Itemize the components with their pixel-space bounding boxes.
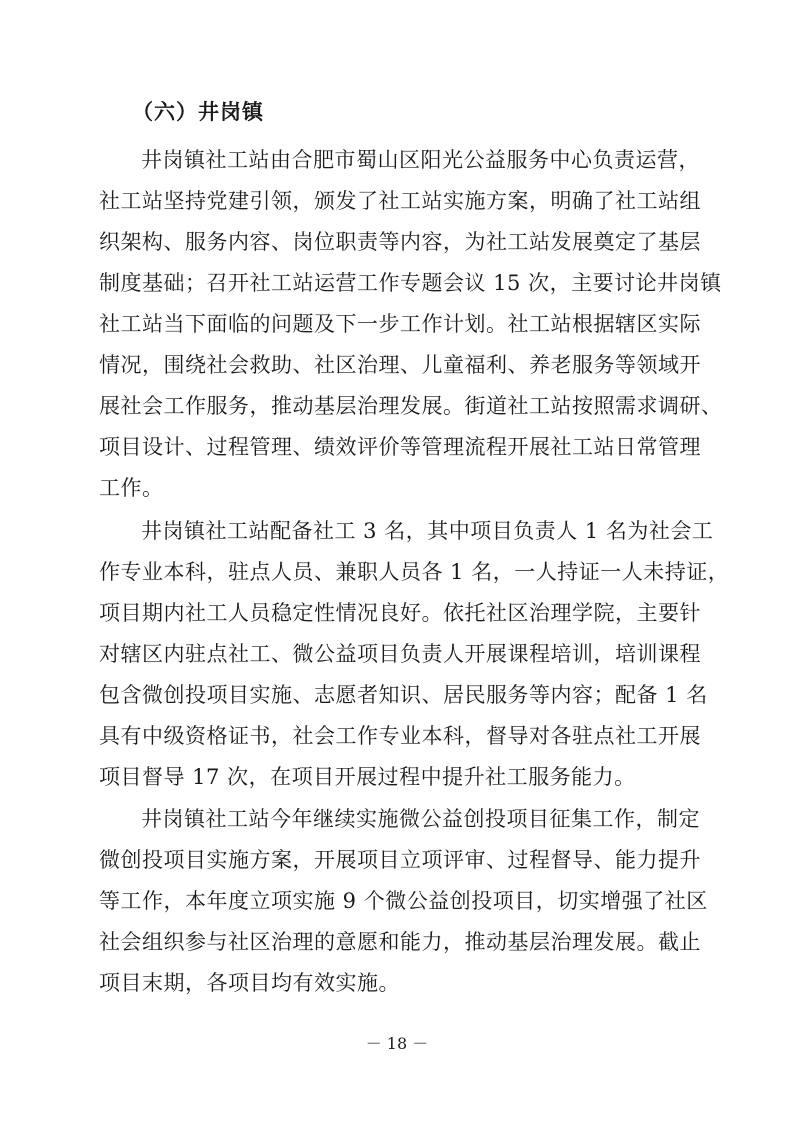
paragraph-3 [99,799,708,1004]
paragraph-line: 展社会工作服务，推动基层治理发展。街道社工站按照需求调研、 [99,394,723,418]
paragraph-line: 社工站当下面临的问题及下一步工作计划。社工站根据辖区实际 [99,312,701,336]
paragraph-line: 项目末期，各项目均有效实施。 [99,971,400,995]
paragraph-line: 项目期内社工人员稳定性情况良好。依托社区治理学院，主要针 [99,601,701,625]
paragraph-line: 井岗镇社工站今年继续实施微公益创投项目征集工作，制定 [141,807,700,831]
paragraph-line: 微创投项目实施方案，开展项目立项评审、过程督导、能力提升 [99,848,701,872]
paragraph-line: 对辖区内驻点社工、微公益项目负责人开展课程培训，培训课程 [99,642,701,666]
paragraph-line: 项目设计、过程管理、绩效评价等管理流程开展社工站日常管理 [99,435,701,459]
paragraph-line: 工作。 [99,476,164,500]
paragraph-1 [99,140,723,509]
section-heading: （六）井岗镇 [132,100,264,124]
paragraph-line: 项目督导 17 次，在项目开展过程中提升社工服务能力。 [99,765,636,789]
paragraph-line: 制度基础；召开社工站运营工作专题会议 15 次，主要讨论井岗镇 [99,271,722,295]
paragraph-line: 等工作，本年度立项实施 9 个微公益创投项目，切实增强了社区 [99,889,708,913]
page-number: － 18 － [365,1034,429,1053]
paragraph-line: 情况，围绕社会救助、社区治理、儿童福利、养老服务等领域开 [99,353,701,377]
paragraph-2 [99,511,730,798]
paragraph-line: 包含微创投项目实施、志愿者知识、居民服务等内容；配备 1 名 [99,683,708,707]
paragraph-line: 井岗镇社工站由合肥市蜀山区阳光公益服务中心负责运营， [141,148,700,172]
paragraph-line: 作专业本科，驻点人员、兼职人员各 1 名，一人持证一人未持证， [99,560,730,584]
paragraph-line: 井岗镇社工站配备社工 3 名，其中项目负责人 1 名为社会工 [141,519,714,543]
paragraph-line: 织架构、服务内容、岗位职责等内容，为社工站发展奠定了基层 [99,230,701,254]
paragraph-line: 社工站坚持党建引领，颁发了社工站实施方案，明确了社工站组 [99,189,701,213]
paragraph-line: 社会组织参与社区治理的意愿和能力，推动基层治理发展。截止 [99,930,701,954]
paragraph-line: 具有中级资格证书，社会工作专业本科，督导对各驻点社工开展 [99,724,701,748]
